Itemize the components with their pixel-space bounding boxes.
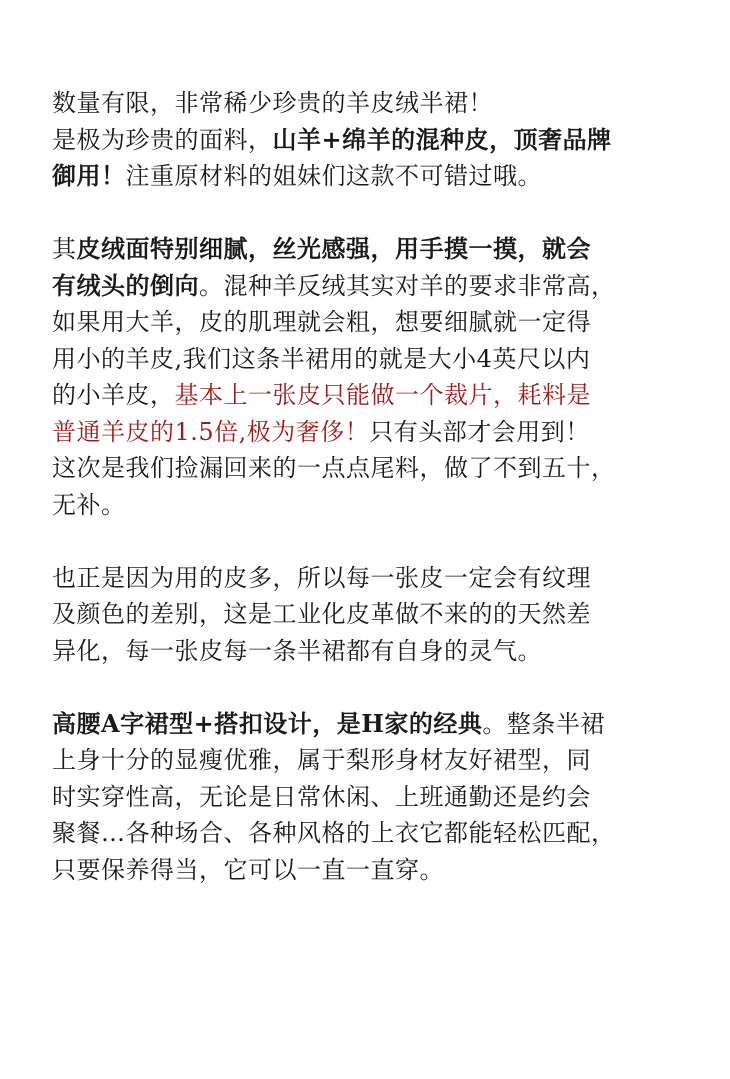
text-run: 无补。 bbox=[52, 490, 126, 519]
text-run: 时实穿性高，无论是日常休闲、上班通勤还是约会 bbox=[52, 782, 591, 811]
text-run: 数量有限，非常稀少珍贵的羊皮绒半裙！ bbox=[52, 89, 493, 117]
text-line bbox=[52, 304, 692, 341]
text-line bbox=[52, 377, 692, 414]
text-line bbox=[52, 414, 692, 451]
text-run: 只有头部才会用到！ bbox=[369, 417, 590, 446]
text-line bbox=[52, 633, 692, 670]
highlight-text-run: 普通羊皮的1.5倍,极为奢侈！ bbox=[52, 417, 370, 446]
text-run: 。混种羊反绒其实对羊的要求非常高， bbox=[199, 271, 616, 300]
text-run: 及颜色的差别，这是工业化皮革做不来的的天然差 bbox=[52, 600, 591, 628]
bold-text-run: 皮绒面特别细腻，丝光感强，用手摸一摸，就会 bbox=[76, 234, 591, 263]
product-description bbox=[52, 85, 692, 925]
text-line bbox=[52, 85, 692, 122]
text-line bbox=[52, 706, 692, 743]
text-run: 聚餐…各种场合、各种风格的上衣它都能轻松匹配， bbox=[52, 819, 616, 847]
paragraph-texture bbox=[52, 231, 692, 523]
text-line bbox=[52, 341, 692, 378]
text-run: 其 bbox=[52, 235, 77, 263]
text-line bbox=[52, 231, 692, 268]
text-run: 。整条半裙 bbox=[482, 709, 605, 738]
text-run: 注重原材料的姐妹们这款不可错过哦。 bbox=[125, 162, 542, 190]
text-line bbox=[52, 450, 692, 487]
text-run: 的小羊皮， bbox=[52, 381, 175, 409]
text-line bbox=[52, 815, 692, 852]
text-line bbox=[52, 122, 692, 159]
text-run: 用小的羊皮,我们这条半裙用的就是大小4英尺以内 bbox=[52, 344, 591, 373]
text-run: 这次是我们捡漏回来的一点点尾料，做了不到五十， bbox=[52, 454, 616, 482]
highlight-text-run: 基本上一张皮只能做一个裁片，耗料是 bbox=[174, 381, 591, 409]
text-line bbox=[52, 487, 692, 524]
bold-text-run: 山羊+绵羊的混种皮，顶奢品牌 bbox=[272, 124, 612, 154]
text-run: 是极为珍贵的面料， bbox=[52, 125, 273, 154]
paragraph-design bbox=[52, 706, 692, 889]
paragraph-variation bbox=[52, 560, 692, 670]
text-run: 只要保养得当，它可以一直一直穿。 bbox=[52, 855, 444, 884]
paragraph-scarcity bbox=[52, 85, 692, 195]
bold-text-run: 御用！ bbox=[52, 161, 126, 190]
text-run: 如果用大羊，皮的肌理就会粗，想要细腻就一定得 bbox=[52, 308, 591, 336]
text-line bbox=[52, 596, 692, 633]
bold-text-run: 高腰A字裙型+搭扣设计，是H家的经典 bbox=[52, 708, 483, 738]
text-run: 异化，每一张皮每一条半裙都有自身的灵气。 bbox=[52, 636, 542, 665]
text-line bbox=[52, 852, 692, 889]
text-line bbox=[52, 560, 692, 597]
bold-text-run: 有绒头的倒向 bbox=[52, 270, 199, 300]
text-line bbox=[52, 742, 692, 779]
text-run: 上身十分的显瘦优雅，属于梨形身材友好裙型，同 bbox=[52, 746, 591, 774]
text-line bbox=[52, 268, 692, 305]
text-line bbox=[52, 779, 692, 816]
text-run: 也正是因为用的皮多，所以每一张皮一定会有纹理 bbox=[52, 563, 591, 592]
text-line bbox=[52, 158, 692, 195]
